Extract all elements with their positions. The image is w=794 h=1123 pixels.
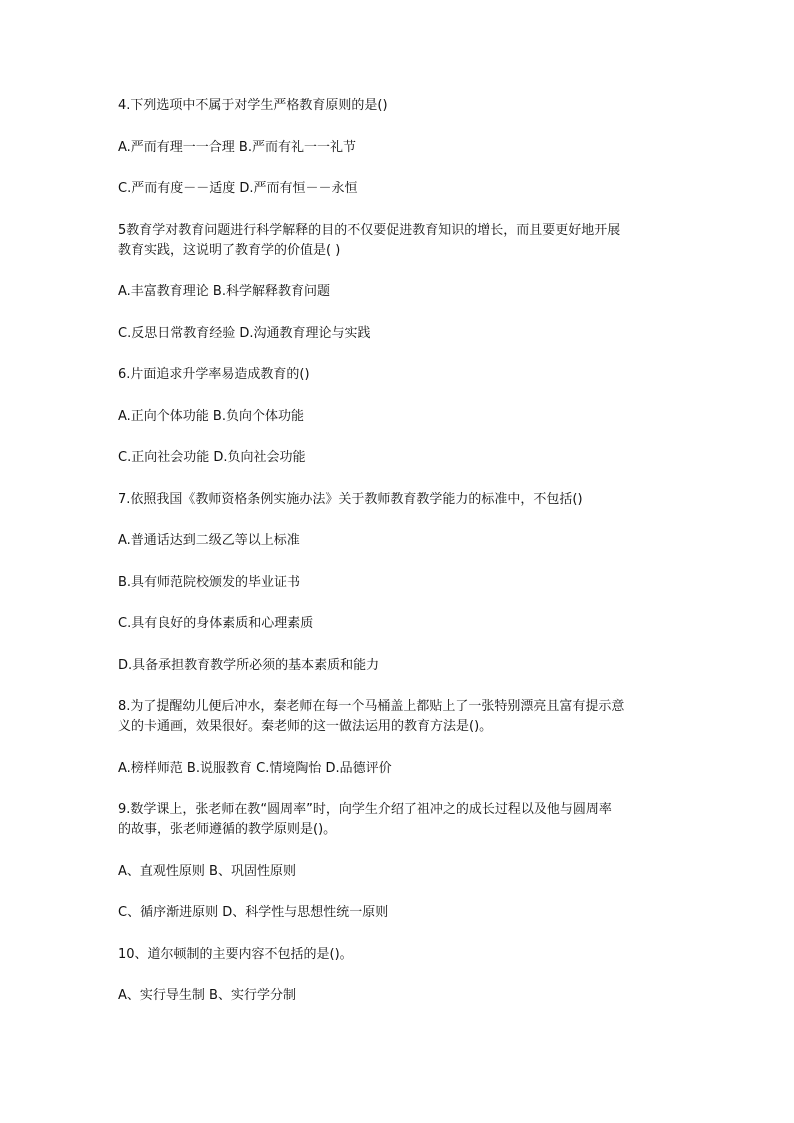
question-7-option-a: A.普通话达到二级乙等以上标准 bbox=[118, 533, 300, 548]
question-5 bbox=[118, 221, 678, 261]
question-8 bbox=[118, 697, 678, 737]
question-4-options-ab: A.严而有理一一合理 B.严而有礼一一礼节 bbox=[118, 139, 356, 155]
question-10: 10、道尔顿制的主要内容不包括的是()。 bbox=[118, 946, 353, 962]
question-7: 7.依照我国《教师资格条例实施办法》关于教师教育教学能力的标准中，不包括() bbox=[118, 491, 583, 507]
question-8-line-2: 义的卡通画，效果很好。秦老师的这一做法运用的教育方法是()。 bbox=[118, 719, 493, 734]
document-content bbox=[118, 96, 678, 1006]
question-8-options: A.榜样师范 B.说服教育 C.情境陶怡 D.品德评价 bbox=[118, 760, 392, 776]
question-5-line-2: 教育实践，这说明了教育学的价值是( ) bbox=[118, 242, 341, 258]
question-8-line-1: 8.为了提醒幼儿便后冲水，秦老师在每一个马桶盖上都贴上了一张特别漂亮且富有提示意 bbox=[118, 699, 625, 714]
question-5-options-cd: C.反思日常教育经验 D.沟通教育理论与实践 bbox=[118, 325, 371, 341]
question-6-options-cd: C.正向社会功能 D.负向社会功能 bbox=[118, 450, 306, 465]
question-4-options-cd: C.严而有度－－适度 D.严而有恒－－永恒 bbox=[118, 181, 358, 196]
question-9 bbox=[118, 800, 678, 840]
question-10-options-ab: A、实行导生制 B、实行学分制 bbox=[118, 988, 296, 1003]
question-7-option-d: D.具备承担教育教学所必须的基本素质和能力 bbox=[118, 657, 380, 673]
question-6-options-ab: A.正向个体功能 B.负向个体功能 bbox=[118, 408, 304, 424]
question-9-line-1: 9.数学课上，张老师在教“圆周率”时，向学生介绍了祖冲之的成长过程以及他与圆周率 bbox=[118, 802, 612, 817]
question-4: 4.下列选项中不属于对学生严格教育原则的是() bbox=[118, 98, 388, 113]
question-5-options-ab: A.丰富教育理论 B.科学解释教育问题 bbox=[118, 284, 330, 299]
question-7-option-b: B.具有师范院校颁发的毕业证书 bbox=[118, 574, 301, 590]
question-5-line-1: 5教育学对教育问题进行科学解释的目的不仅要促进教育知识的增长，而且要更好地开展 bbox=[118, 222, 621, 238]
question-6: 6.片面追求升学率易造成教育的() bbox=[118, 367, 310, 382]
question-9-options-cd: C、循序渐进原则 D、科学性与思想性统一原则 bbox=[118, 905, 389, 920]
question-9-line-2: 的故事，张老师遵循的教学原则是()。 bbox=[118, 822, 337, 837]
question-7-option-c: C.具有良好的身体素质和心理素质 bbox=[118, 616, 314, 631]
question-9-options-ab: A、直观性原则 B、巩固性原则 bbox=[118, 863, 296, 879]
